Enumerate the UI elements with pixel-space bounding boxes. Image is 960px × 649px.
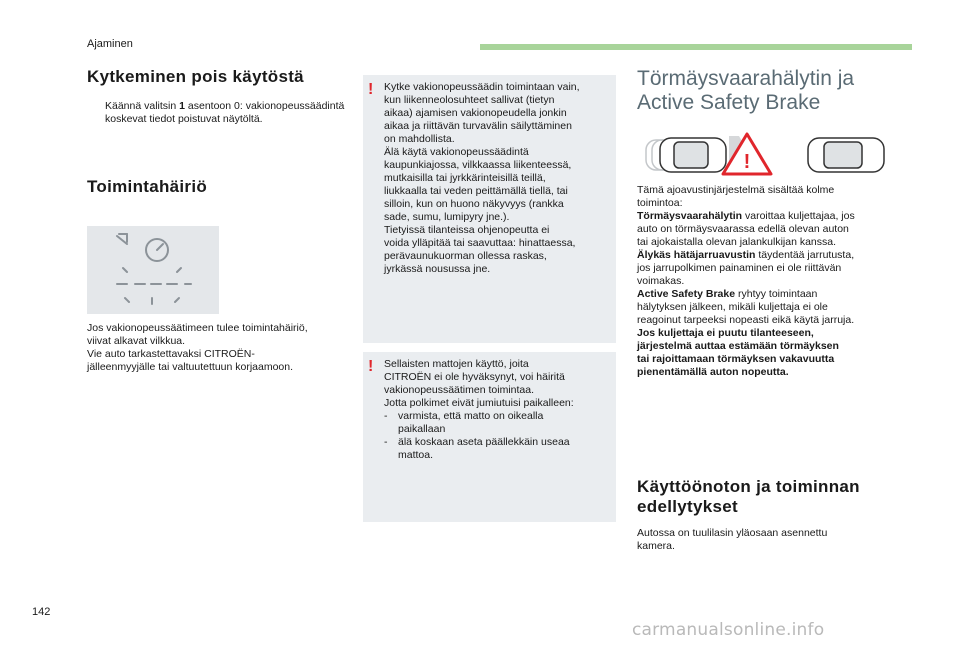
warning-text: Kytke vakionopeussäädin toimintaan vain, kun liikenneolosuhteet sallivat (tietyn aikaa) ajamisen vakionopeudella jonkin aikaa ja riittävän turvavälin säilyttäminen on mahdollista. Älä käytä vakionopeussäädintä kaupunkiajossa, vilkkaassa liikenteessä, mutkaisilla tai jyrkkärinteisillä teillä, liukkaalla tai veden peittämällä tiellä, tai silloin, kun on huono näkyvyys (rankka sade, sumu, lumipyry jne.). Tietyissä tilanteissa ohjenopeutta ei voida ylläpitää tai saavuttaa: hinattaessa, perävaunukuorman ollessa raskas, jyrkässä nousussa jne. <box>384 81 580 275</box>
bullet-arrow-icon <box>87 100 105 126</box>
svg-text:!: ! <box>743 151 751 173</box>
list-item: - varmista, että matto on oikealla paikallaan <box>384 410 544 435</box>
cars-warning-icon <box>640 130 890 180</box>
floor-mat-warning <box>363 352 616 522</box>
section-accent-bar <box>480 44 912 50</box>
collision-description: Tämä ajoavustinjärjestelmä sisältää kolme toimintoa: Törmäysvaarahälytin varoittaa kuljettajaa, jos auto on törmäysvaarassa edellä olevan auton tai ajokaistalla olevan jalankulkijan kanssa. Älykäs hätäjarruavustin täydentää jarrutusta, jos jarrupolkimen painaminen ei ole riittävän voimakas. Active Safety Brake ryhtyy toimintaan hälytyksen jälkeen, mikäli kuljettaja ei ole reagoinut tarpeeksi nopeasti eikä käytä jarruja. Jos kuljettaja ei puutu tilanteeseen, järjestelmä auttaa estämään törmäyksen tai rajoittamaan törmäyksen vakavuutta pienentämällä auton nopeutta. <box>637 184 855 378</box>
speedometer-fault-icon <box>87 226 219 314</box>
section-label: Ajaminen <box>87 38 133 50</box>
cruise-usage-warning <box>363 75 616 343</box>
warning-exclamation-icon: ! <box>368 81 374 98</box>
disable-instruction-text: Käännä valitsin 1 asentoon 0: vakionopeussäädintä koskevat tiedot poistuvat näytöltä. <box>105 100 345 125</box>
fault-description: Jos vakionopeussäätimeen tulee toimintahäiriö, viivat alkavat vilkkua. Vie auto tarkastettavaksi CITROËN- jälleenmyyjälle tai valtuutettuun korjaamoon. <box>87 322 308 373</box>
warning-exclamation-icon: ! <box>368 358 374 375</box>
conditions-heading: Käyttöönoton ja toiminnan edellytykset <box>637 477 860 516</box>
conditions-text: Autossa on tuulilasin yläosaan asennettu kamera. <box>637 527 828 552</box>
fault-heading: Toimintahäiriö <box>87 177 208 196</box>
disable-heading: Kytkeminen pois käytöstä <box>87 67 304 86</box>
disable-instruction <box>87 100 347 126</box>
warning-text: Sellaisten mattojen käyttö, joita CITROËN ei ole hyväksynyt, voi häiritä vakionopeussäätimen toimintaa. Jotta polkimet eivät jumiutuisi paikalleen: - varmista, että matto on oikealla paikallaan - älä koskaan aseta päällekkäin useaa mattoa. <box>384 358 609 462</box>
collision-illustration <box>640 130 890 180</box>
watermark: carmanualsonline.info <box>632 620 825 640</box>
cruise-fault-display-image <box>87 226 219 314</box>
page-number: 142 <box>32 606 51 618</box>
collision-alert-heading: Törmäysvaarahälytin ja Active Safety Brake <box>637 67 855 114</box>
list-item: - älä koskaan aseta päällekkäin useaa mattoa. <box>384 436 570 461</box>
